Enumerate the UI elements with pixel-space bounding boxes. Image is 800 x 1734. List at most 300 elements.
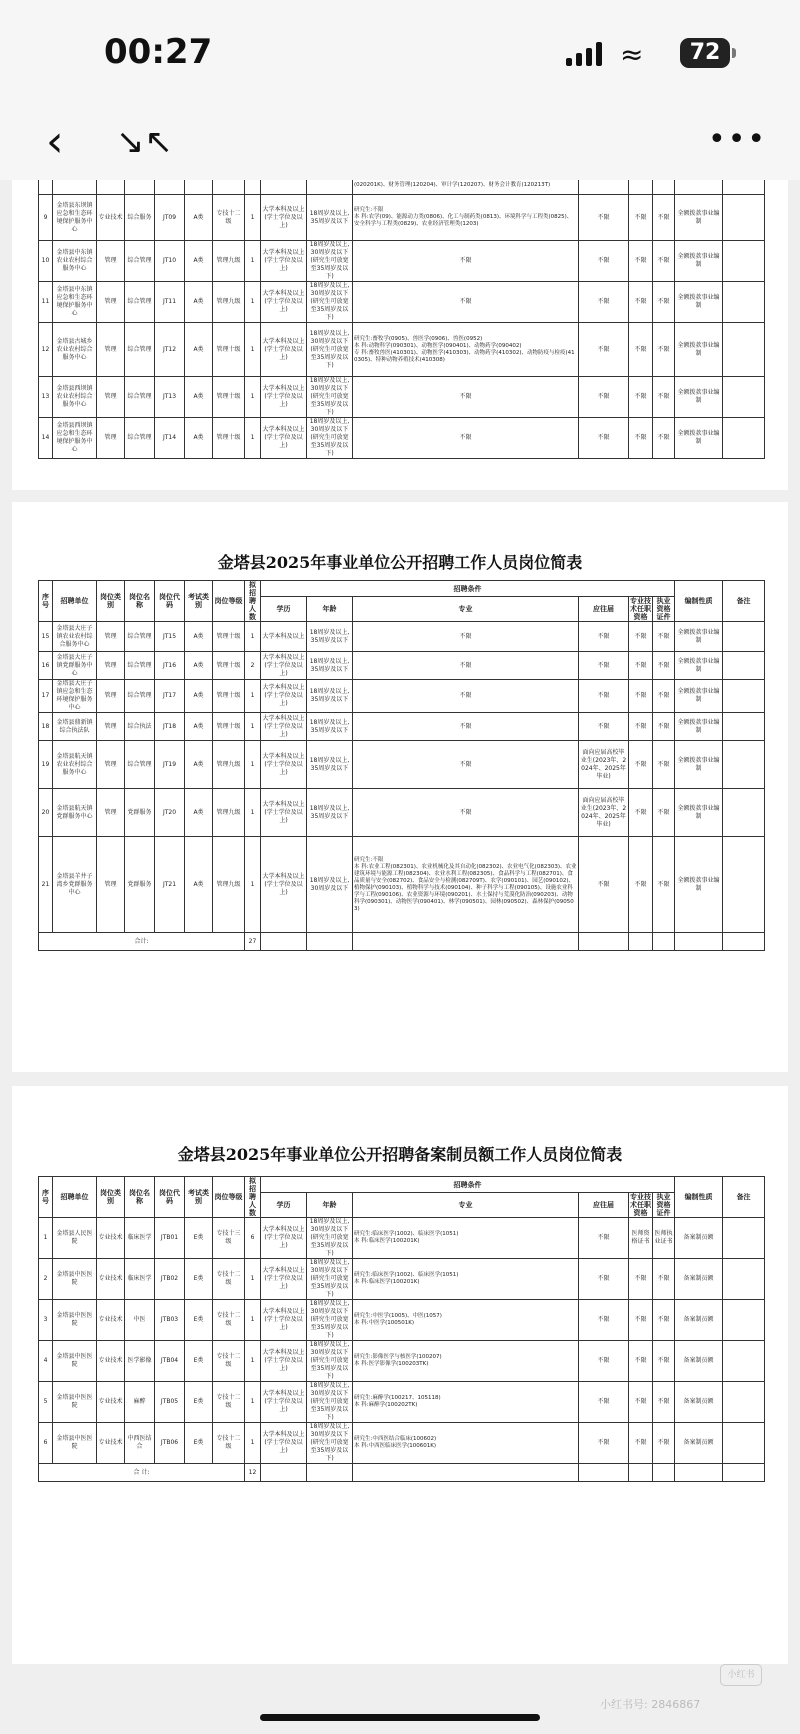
- cell-major: 研究生:不限 本 科:农学(09)、能源动力类(0806)、化工与制药类(0813)、环境科学与工程类(0825)、安全科学与工程类(0829)、农业经济管理类(1203): [353, 195, 579, 241]
- cell-reg: 不限: [579, 713, 629, 741]
- cell-edu: 大学本科及以上(学士学位及以上): [261, 1341, 307, 1382]
- cell-edu: 大学本科及以上(学士学位及以上): [261, 741, 307, 789]
- cell-qual: 不限: [629, 713, 653, 741]
- cell-code: JTB05: [155, 1382, 185, 1423]
- cell-exam: A类: [185, 282, 213, 323]
- cell-qual: 不限: [629, 837, 653, 933]
- cell-num: 2: [245, 652, 261, 680]
- cell-note: [723, 1218, 765, 1259]
- cell-unit: 金塔县大庄子镇应急和生态环境保护服务中心: [53, 680, 97, 713]
- cell-note: [723, 741, 765, 789]
- header-cert: 执业资格证件: [653, 597, 675, 622]
- cell-reg: 面向应届高校毕业生(2023年、2024年、2025年毕业): [579, 789, 629, 837]
- cell-cat: 管理: [97, 622, 125, 652]
- cell-code: JT09: [155, 195, 185, 241]
- home-indicator[interactable]: [260, 1714, 540, 1721]
- cell-age: 18周岁及以上,30周岁及以下(研究生可放宽至35周岁及以下): [307, 241, 353, 282]
- cell-code: JTB06: [155, 1423, 185, 1464]
- cell-no: 18: [39, 713, 53, 741]
- header-exam: 考试类别: [185, 1177, 213, 1218]
- cell-cat: 管理: [97, 789, 125, 837]
- cell-nature: 全额拨款事业编制: [675, 713, 723, 741]
- cell-exam: E类: [185, 1218, 213, 1259]
- cell-major: 不限: [353, 713, 579, 741]
- cell-no: 6: [39, 1423, 53, 1464]
- cell-major: 研究生:畜牧学(0905)、兽医学(0906)、兽医(0952) 本 科:动物科学(090301)、动物医学(090401)、动物药学(090402) 专 科:畜牧兽医(410301)、动物医学(410303)、动物药学(410302)、动物防疫与检疫(410305)、特种动物养殖技术(410308): [353, 323, 579, 377]
- cell-major: 研究生:中医学(1005)、中医(1057) 本 科:中医学(100501K): [353, 1300, 579, 1341]
- table-row: [39, 195, 765, 241]
- cell-grade: 管理十级: [213, 418, 245, 459]
- cell-pos: 麻醉: [125, 1382, 155, 1423]
- cell-cat: 管理: [97, 713, 125, 741]
- cell-edu: 大学本科及以上(学士学位及以上): [261, 282, 307, 323]
- cell-code: JTB04: [155, 1341, 185, 1382]
- cell-code: JT10: [155, 241, 185, 282]
- cell-no: 17: [39, 680, 53, 713]
- cell-cert: 不限: [653, 241, 675, 282]
- document-page-1: [12, 180, 788, 490]
- cell-unit: 金塔县航天镇党群服务中心: [53, 789, 97, 837]
- cell-num: 1: [245, 622, 261, 652]
- cell-pos: 综合管理: [125, 622, 155, 652]
- cell-cert: 不限: [653, 1423, 675, 1464]
- cell-note: [723, 622, 765, 652]
- cell-cat: 专业技术: [97, 1300, 125, 1341]
- cell-unit: 金塔县东坝镇应急和生态环境保护服务中心: [53, 195, 97, 241]
- cell-age: 18周岁及以上,30周岁及以下(研究生可放宽至35周岁及以下): [307, 1300, 353, 1341]
- header-reg: 应往届: [579, 1193, 629, 1218]
- cell-cat: 管理: [97, 680, 125, 713]
- document-page-2: [12, 502, 788, 1072]
- table-row: [39, 1259, 765, 1300]
- header-code: 岗位代码: [155, 1177, 185, 1218]
- cell-reg: 不限: [579, 680, 629, 713]
- cell-age: 18周岁及以上,35周岁及以下: [307, 741, 353, 789]
- cell-major: 不限: [353, 282, 579, 323]
- cell-qual: 不限: [629, 1423, 653, 1464]
- cell-cat: 专业技术: [97, 195, 125, 241]
- cell-edu: 大学本科及以上(学士学位及以上): [261, 195, 307, 241]
- header-no: 序号: [39, 1177, 53, 1218]
- cell-nature: 全额拨款事业编制: [675, 282, 723, 323]
- cell-num: 1: [245, 1382, 261, 1423]
- chevron-left-icon[interactable]: ‹: [46, 116, 64, 167]
- wifi-icon: ≈: [620, 38, 644, 71]
- cell-num: 1: [245, 418, 261, 459]
- cell-qual: 不限: [629, 1382, 653, 1423]
- cell-note: [723, 1382, 765, 1423]
- cell-no: 12: [39, 323, 53, 377]
- table-row: [39, 1382, 765, 1423]
- cell-major: 不限: [353, 622, 579, 652]
- cell-major: 研究生:影像医学与核医学(100207) 本 科:医学影像学(100203TK): [353, 1341, 579, 1382]
- table-row: [39, 1423, 765, 1464]
- cell-age: 18周岁及以上,35周岁及以下: [307, 622, 353, 652]
- cell-pos: 中医: [125, 1300, 155, 1341]
- cell-grade: 管理十级: [213, 652, 245, 680]
- cell-exam: A类: [185, 195, 213, 241]
- cell-qual: 不限: [629, 789, 653, 837]
- cell-pos: 临床医学: [125, 1218, 155, 1259]
- cell-grade: 专技十二级: [213, 1259, 245, 1300]
- cell-grade: 专技十二级: [213, 1300, 245, 1341]
- cell-reg: 不限: [579, 418, 629, 459]
- header-grade: 岗位等级: [213, 581, 245, 622]
- cell-age: 18周岁及以上,30周岁及以下(研究生可放宽至35周岁及以下): [307, 1423, 353, 1464]
- table-row: [39, 1341, 765, 1382]
- cell-no: 14: [39, 418, 53, 459]
- header-pos: 岗位名称: [125, 581, 155, 622]
- cell-note: [723, 680, 765, 713]
- header-nature: 编制性质: [675, 581, 723, 622]
- cell-unit: 金塔县西坝镇应急和生态环境保护服务中心: [53, 418, 97, 459]
- cell-cert: 不限: [653, 789, 675, 837]
- cell-grade: 管理九级: [213, 789, 245, 837]
- cell-major: 不限: [353, 377, 579, 418]
- cell-note: [723, 418, 765, 459]
- cell-grade: 专技十二级: [213, 1423, 245, 1464]
- cell-reg: 不限: [579, 1300, 629, 1341]
- cell-note: [723, 713, 765, 741]
- table-row: [39, 418, 765, 459]
- cell-grade: 专技十三级: [213, 1218, 245, 1259]
- cell-age: 18周岁及以上,30周岁及以下(研究生可放宽至35周岁及以下): [307, 1341, 353, 1382]
- cell-cert: 不限: [653, 622, 675, 652]
- cell-num: 6: [245, 1218, 261, 1259]
- table-row: [39, 652, 765, 680]
- cell-pos: 综合管理: [125, 680, 155, 713]
- cell-qual: 不限: [629, 418, 653, 459]
- table-row: [39, 789, 765, 837]
- cell-major: 不限: [353, 241, 579, 282]
- cell-cat: 专业技术: [97, 1218, 125, 1259]
- cell-code: JT12: [155, 323, 185, 377]
- cell-major: 研究生:不限 本 科:农业工程(082301)、农业机械化及其自动化(082302)、农业电气化(082303)、农业建筑环境与能源工程(082304)、农业水利工程(082305)、食品科学与工程(082701)、食品质量与安全(082702)、食品安全与检测(082709T)、农学(090101)、园艺(090102)、植物保护(090103)、植物科学与技术(090104)、种子科学与工程(090105)、设施农业科学与工程(090106)、农业资源与环境(090201)、水土保持与荒漠化防治(090203)、动物科学(090301)、动物医学(090401)、林学(090501)、园林(090502)、森林保护(090503): [353, 837, 579, 933]
- page-title: 金塔县2025年事业单位公开招聘备案制员额工作人员岗位简表: [177, 1145, 623, 1164]
- cell-cat: 专业技术: [97, 1382, 125, 1423]
- cell-cat: 管理: [97, 241, 125, 282]
- cell-cert: 不限: [653, 323, 675, 377]
- cell-qual: 不限: [629, 195, 653, 241]
- header-note: 备注: [723, 1177, 765, 1218]
- cell-grade: 专技十二级: [213, 1341, 245, 1382]
- table-row: [39, 837, 765, 933]
- header-major: 专业: [353, 597, 579, 622]
- cell-grade: 管理九级: [213, 241, 245, 282]
- cell-grade: 管理九级: [213, 741, 245, 789]
- cell-num: 1: [245, 1259, 261, 1300]
- cell-unit: 金塔县鼎新镇综合执法队: [53, 713, 97, 741]
- cell-unit: 金塔县西坝镇农业农村综合服务中心: [53, 377, 97, 418]
- job-table-1: [38, 180, 765, 459]
- cell-exam: A类: [185, 713, 213, 741]
- cell-note: [723, 241, 765, 282]
- table-row: [39, 741, 765, 789]
- header-num: 拟招聘人数: [245, 1177, 261, 1218]
- cell-exam: E类: [185, 1300, 213, 1341]
- cell-edu: 大学本科及以上(学士学位及以上): [261, 713, 307, 741]
- header-edu: 学历: [261, 1193, 307, 1218]
- watermark-text: 小红书号: 2846867: [600, 1698, 701, 1711]
- cell-code: JT18: [155, 713, 185, 741]
- total-value: 27: [245, 933, 261, 951]
- cell-exam: A类: [185, 377, 213, 418]
- cell-qual: 不限: [629, 241, 653, 282]
- battery-icon: 72: [680, 38, 730, 68]
- cell-major: 不限: [353, 789, 579, 837]
- cell-note: [723, 789, 765, 837]
- cell-num: 1: [245, 377, 261, 418]
- cell-cat: 管理: [97, 652, 125, 680]
- cell-cat: 管理: [97, 837, 125, 933]
- cell-no: 16: [39, 652, 53, 680]
- cell-grade: 管理十级: [213, 377, 245, 418]
- cell-nature: 备案制员额: [675, 1423, 723, 1464]
- cell-qual: 医师资格证书: [629, 1218, 653, 1259]
- total-label: 合 计:: [39, 1464, 245, 1482]
- header-no: 序号: [39, 581, 53, 622]
- cell-no: 1: [39, 1218, 53, 1259]
- cell-no: 11: [39, 282, 53, 323]
- cell-pos: 综合管理: [125, 282, 155, 323]
- cell-no: 19: [39, 741, 53, 789]
- header-cat: 岗位类别: [97, 1177, 125, 1218]
- header-cert: 执业资格证件: [653, 1193, 675, 1218]
- cell-qual: 不限: [629, 1300, 653, 1341]
- cell-no: 9: [39, 195, 53, 241]
- total-label: 合计:: [39, 933, 245, 951]
- cell-num: 1: [245, 323, 261, 377]
- more-icon[interactable]: •••: [708, 122, 768, 157]
- header-qual: 专业技术任职资格: [630, 1193, 651, 1217]
- cell-nature: 全额拨款事业编制: [675, 195, 723, 241]
- table-row: [39, 1300, 765, 1341]
- cell-grade: 管理十级: [213, 323, 245, 377]
- cell-reg: 不限: [579, 837, 629, 933]
- cell-cert: 不限: [653, 1259, 675, 1300]
- cell-age: 18周岁及以上,30周岁及以下(研究生可放宽至35周岁及以下): [307, 1218, 353, 1259]
- cell-pos: 综合服务: [125, 195, 155, 241]
- cell-reg: 不限: [579, 1423, 629, 1464]
- cell-major: 不限: [353, 741, 579, 789]
- collapse-icon[interactable]: ↘↖: [116, 122, 173, 162]
- cell-exam: E类: [185, 1423, 213, 1464]
- cell-nature: 备案制员额: [675, 1300, 723, 1341]
- cell-cert: 不限: [653, 713, 675, 741]
- cell-age: 18周岁及以上,30周岁及以下: [307, 837, 353, 933]
- cell-cat: 专业技术: [97, 1423, 125, 1464]
- cell-qual: 不限: [629, 622, 653, 652]
- cell-grade: 管理九级: [213, 282, 245, 323]
- cell-nature: 全额拨款事业编制: [675, 241, 723, 282]
- cell-cert: 不限: [653, 1382, 675, 1423]
- cell-no: 15: [39, 622, 53, 652]
- cell-pos: 中西医结合: [125, 1423, 155, 1464]
- cell-note: [723, 323, 765, 377]
- cell-exam: A类: [185, 789, 213, 837]
- cell-grade: 管理十级: [213, 713, 245, 741]
- top-nav-bar: [0, 110, 800, 180]
- cell-edu: 大学本科及以上(学士学位及以上): [261, 1259, 307, 1300]
- cell-num: 1: [245, 713, 261, 741]
- cell-code: JT21: [155, 837, 185, 933]
- cell-cert: 不限: [653, 282, 675, 323]
- cell-age: 18周岁及以上,30周岁及以下(研究生可放宽至35周岁及以下): [307, 377, 353, 418]
- table-row: [39, 713, 765, 741]
- job-table-3: [38, 1176, 765, 1482]
- cell-no: 3: [39, 1300, 53, 1341]
- cell-cert: 不限: [653, 377, 675, 418]
- cell-pos: 医学影像: [125, 1341, 155, 1382]
- cell-edu: 大学本科及以上(学士学位及以上): [261, 1382, 307, 1423]
- cell-cert: 不限: [653, 418, 675, 459]
- cell-major: 不限: [353, 680, 579, 713]
- cell-edu: 大学本科及以上(学士学位及以上): [261, 418, 307, 459]
- total-value: 12: [245, 1464, 261, 1482]
- cell-cert: 不限: [653, 1300, 675, 1341]
- cell-cert: 不限: [653, 680, 675, 713]
- cell-age: 18周岁及以上,30周岁及以下(研究生可放宽至35周岁及以下): [307, 282, 353, 323]
- cell-cert: 不限: [653, 837, 675, 933]
- watermark-logo: 小红书: [720, 1664, 762, 1686]
- cell-exam: A类: [185, 622, 213, 652]
- cell-grade: 管理十级: [213, 622, 245, 652]
- document-page-3: [12, 1086, 788, 1664]
- cell-nature: 全额拨款事业编制: [675, 377, 723, 418]
- cell-major: 研究生:麻醉学(100217、105118) 本 科:麻醉学(100202TK): [353, 1382, 579, 1423]
- cell-reg: 不限: [579, 195, 629, 241]
- cell-age: 18周岁及以上,30周岁及以下(研究生可放宽至35周岁及以下): [307, 323, 353, 377]
- cell-unit: 金塔县中医医院: [53, 1341, 97, 1382]
- cell-no: 4: [39, 1341, 53, 1382]
- header-nature: 编制性质: [675, 1177, 723, 1218]
- cell-pos: 党群服务: [125, 837, 155, 933]
- cell-exam: E类: [185, 1341, 213, 1382]
- cell-unit: 金塔县大庄子镇党群服务中心: [53, 652, 97, 680]
- cell-reg: 面向应届高校毕业生(2023年、2024年、2025年毕业): [579, 741, 629, 789]
- cell-edu: 大学本科及以上(学士学位及以上): [261, 323, 307, 377]
- table-row: [39, 323, 765, 377]
- cell-note: [723, 1300, 765, 1341]
- header-cat: 岗位类别: [97, 581, 125, 622]
- cell-qual: 不限: [629, 1259, 653, 1300]
- cell-reg: 不限: [579, 1259, 629, 1300]
- cell-age: 18周岁及以上,35周岁及以下: [307, 713, 353, 741]
- cell-code: JT17: [155, 680, 185, 713]
- cell-unit: 金塔县中医医院: [53, 1300, 97, 1341]
- cell-unit: 金塔县中东镇农业农村综合服务中心: [53, 241, 97, 282]
- cell-nature: 全额拨款事业编制: [675, 789, 723, 837]
- cell-pos: 综合管理: [125, 323, 155, 377]
- header-age: 年龄: [307, 1193, 353, 1218]
- header-code: 岗位代码: [155, 581, 185, 622]
- cell-num: 1: [245, 837, 261, 933]
- cell-cat: 管理: [97, 323, 125, 377]
- cell-num: 1: [245, 1341, 261, 1382]
- cell-major: 研究生:临床医学(1002)、临床医学(1051) 本 科:临床医学(100201K): [353, 1218, 579, 1259]
- cell-age: 18周岁及以上,30周岁及以下(研究生可放宽至35周岁及以下): [307, 1382, 353, 1423]
- cell-note: [723, 1259, 765, 1300]
- cell-num: 1: [245, 282, 261, 323]
- cell-num: 1: [245, 1423, 261, 1464]
- header-cond: 招聘条件: [261, 1177, 675, 1193]
- cell-qual: 不限: [629, 652, 653, 680]
- cell-no: 21: [39, 837, 53, 933]
- cell-age: 18周岁及以上,35周岁及以下: [307, 789, 353, 837]
- cell-age: 18周岁及以上,30周岁及以下(研究生可放宽至35周岁及以下): [307, 1259, 353, 1300]
- cell-pos: 临床医学: [125, 1259, 155, 1300]
- cell-exam: E类: [185, 1259, 213, 1300]
- cell-exam: A类: [185, 680, 213, 713]
- cell-nature: 全额拨款事业编制: [675, 418, 723, 459]
- cell-qual: 不限: [629, 1341, 653, 1382]
- cell-edu: 大学本科及以上(学士学位及以上): [261, 789, 307, 837]
- cell-unit: 金塔县航天镇农业农村综合服务中心: [53, 741, 97, 789]
- cell-note: [723, 282, 765, 323]
- cell-grade: 管理十级: [213, 680, 245, 713]
- cellular-signal-icon: [566, 42, 606, 66]
- cell-exam: A类: [185, 837, 213, 933]
- cell-major: 不限: [353, 418, 579, 459]
- cell-unit: 金塔县中医医院: [53, 1423, 97, 1464]
- cell-edu: 大学本科及以上(学士学位及以上): [261, 1300, 307, 1341]
- cell-nature: 全额拨款事业编制: [675, 652, 723, 680]
- cell-qual: 不限: [629, 680, 653, 713]
- cell-grade: 专技十二级: [213, 195, 245, 241]
- cell-reg: 不限: [579, 377, 629, 418]
- cell-cat: 专业技术: [97, 1341, 125, 1382]
- cell-cert: 不限: [653, 741, 675, 789]
- cell-cert: 不限: [653, 652, 675, 680]
- header-age: 年龄: [307, 597, 353, 622]
- cell-cert: 不限: [653, 195, 675, 241]
- header-unit: 招聘单位: [53, 1177, 97, 1218]
- cell-qual: 不限: [629, 323, 653, 377]
- cell-pos: 综合执法: [125, 713, 155, 741]
- table-row: [39, 282, 765, 323]
- cell-code: JTB03: [155, 1300, 185, 1341]
- cell-num: 1: [245, 195, 261, 241]
- cell-nature: 全额拨款事业编制: [675, 622, 723, 652]
- cell-num: 1: [245, 789, 261, 837]
- cell-code: JT20: [155, 789, 185, 837]
- cell-unit: 金塔县中医医院: [53, 1382, 97, 1423]
- cell-grade: 专技十二级: [213, 1382, 245, 1423]
- cell-code: JT13: [155, 377, 185, 418]
- cell-cat: 管理: [97, 282, 125, 323]
- header-num: 拟招聘人数: [245, 581, 261, 622]
- cell-num: 1: [245, 241, 261, 282]
- cell-exam: A类: [185, 741, 213, 789]
- cell-edu: 大学本科及以上(学士学位及以上): [261, 377, 307, 418]
- cell-note: [723, 1341, 765, 1382]
- cell-pos: 综合管理: [125, 241, 155, 282]
- cell-code: JT15: [155, 622, 185, 652]
- cell-edu: 大学本科及以上: [261, 622, 307, 652]
- cell-exam: A类: [185, 652, 213, 680]
- cell-code: JT11: [155, 282, 185, 323]
- cell-code: JT16: [155, 652, 185, 680]
- cell-nature: 全额拨款事业编制: [675, 323, 723, 377]
- cell-edu: 大学本科及以上(学士学位及以上): [261, 1218, 307, 1259]
- table-row: [39, 622, 765, 652]
- cell-qual: 不限: [629, 282, 653, 323]
- cell-nature: 备案制员额: [675, 1382, 723, 1423]
- header-exam: 考试类别: [185, 581, 213, 622]
- cell-reg: 不限: [579, 652, 629, 680]
- cell-note: [723, 377, 765, 418]
- cell-cat: 管理: [97, 377, 125, 418]
